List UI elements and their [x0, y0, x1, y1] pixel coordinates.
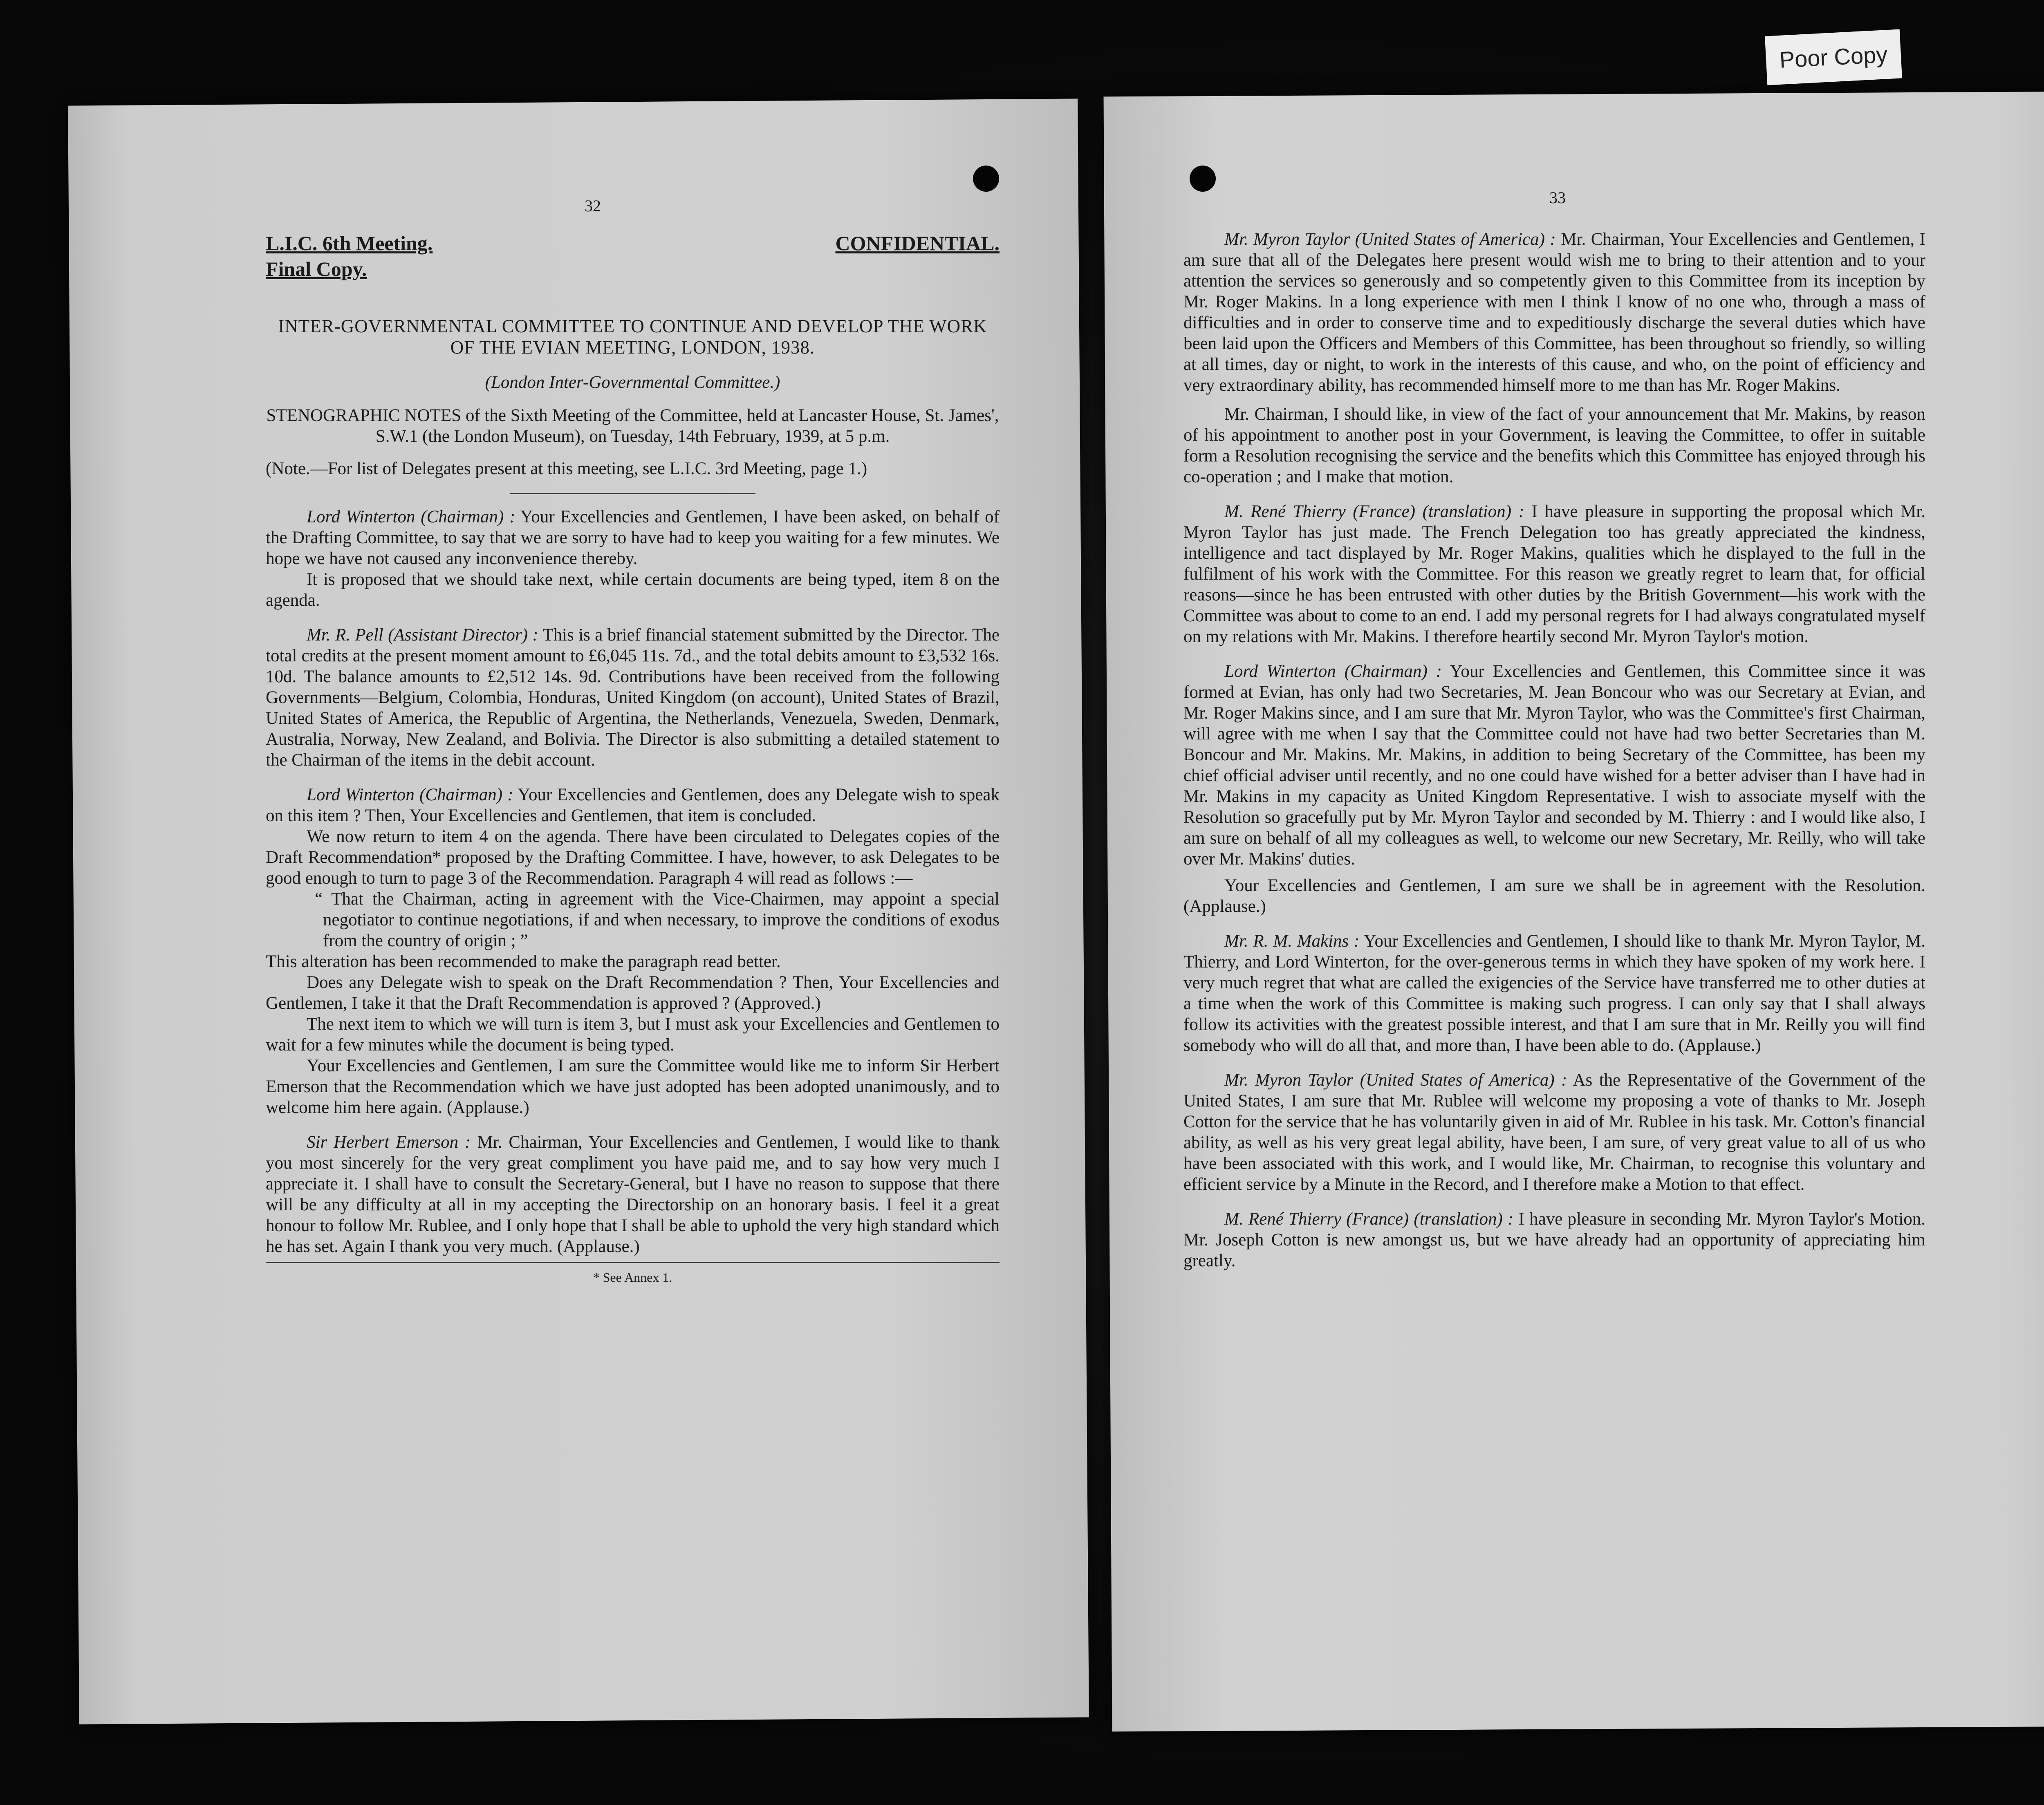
paragraph	[266, 506, 1000, 569]
speech-text: This is a brief financial statement submitted by the Director. The total credits at the present moment amount to £6,045 11s. 7d., and the total debits amount to £3,532 16s. 10d. The balance amounts to £2,512 14s. 9d. Contributions have been received from the following Governments—Belgium, Colombia, Honduras, United Kingdom (on account), United States of Brazil, United States of America, the Republic of Argentina, the Netherlands, Venezuela, Sweden, Denmark, Australia, Norway, New Zealand, and Bolivia. The Director is also submitting a detailed statement to the Chairman of the items in the debit account.	[266, 625, 1000, 770]
speech-text: Mr. Chairman, Your Excellencies and Gentlemen, I would like to thank you most sincerely for the very great compliment you have paid me, and to say how very much I appreciate it. I shall have to consult the Secretary-General, but I have no reason to suppose that there will be any difficulty at all in my accepting the Directorship on an honorary basis. I feel it a great honour to follow Mr. Rublee, and I only hope that I shall be able to uphold the very high standard which he has set. Again I thank you very much. (Applause.)	[266, 1133, 1000, 1256]
header-row	[266, 233, 1000, 254]
paragraph: Mr. Chairman, I should like, in view of the fact of your announcement that Mr. Makins, by reason of his appointment to another post in your Government, is leaving the Committee, to offer in suitable form a Resolution recognising the service and the benefits which this Committee has enjoyed through his co-operation ; and I make that motion.	[1183, 405, 1925, 486]
speaker-name: Mr. R. M. Makins :	[1224, 932, 1360, 951]
left-page-content	[266, 233, 1000, 1288]
speech-text: I have pleasure in supporting the proposal which Mr. Myron Taylor has just made. The French Delegation too has greatly appreciated the kindness, intelligence and tact displayed by Mr. Roger Makins, qualities which he displayed to the full in the fulfilment of his work with the Committee. For this reason we greatly regret to learn that, for official reasons—since he has been entrusted with other duties by the British Government—his work with the Committee was about to come to an end. I add my personal regrets for I had always congratulated myself on my relations with Mr. Makins. I therefore heartily second Mr. Myron Taylor's motion.	[1183, 502, 1925, 646]
punch-hole-left	[973, 166, 999, 192]
document-title: INTER-GOVERNMENTAL COMMITTEE TO CONTINUE AND DEVELOP THE WORK OF THE EVIAN MEETING, LONDON, 1938.	[278, 316, 987, 358]
delegates-note: (Note.—For list of Delegates present at this meeting, see L.I.C. 3rd Meeting, page 1.)	[266, 459, 867, 478]
speaker-name: Lord Winterton (Chairman) :	[1224, 662, 1442, 681]
paragraph	[1183, 1070, 1925, 1195]
footnote-rule	[266, 1262, 1000, 1263]
paragraph	[1183, 661, 1925, 869]
left-page-number: 32	[585, 197, 601, 215]
speaker-name: Mr. Myron Taylor (United States of America) :	[1224, 230, 1556, 249]
speech-text: Your Excellencies and Gentlemen, does any Delegate wish to speak on this item ? Then, Your Excellencies and Gentlemen, that item is concluded.	[266, 785, 1000, 825]
paragraph	[1183, 501, 1925, 647]
paragraph: Your Excellencies and Gentlemen, I am sure the Committee would like me to inform Sir Herbert Emerson that the Recommendation which we have just adopted has been adopted unanimously, and to welcome him here again. (Applause.)	[266, 1056, 1000, 1117]
paragraph	[266, 784, 1000, 826]
speaker-name: Lord Winterton (Chairman) :	[307, 507, 515, 526]
right-page-number: 33	[1549, 188, 1566, 207]
paragraph: We now return to item 4 on the agenda. There have been circulated to Delegates copies of the Draft Recommendation* proposed by the Drafting Committee. I have, however, to ask Delegates to be good enough to turn to page 3 of the Recommendation. Paragraph 4 will read as follows :—	[266, 827, 1000, 888]
speech-text: Mr. Chairman, Your Excellencies and Gentlemen, I am sure that all of the Delegates here present would wish me to bring to their attention and to your attention the services so generously and so competently given to this Committee from its inception by Mr. Roger Makins. In a long experience with men I think I know of no one who, through a mass of difficulties and in order to conserve time and to expeditiously discharge the several duties which have been laid upon the Officers and Members of this Committee, has been throughout so friendly, so willing at all times, day or night, to work in the interests of this cause, and who, on the point of efficiency and very extraordinary ability, has recommended himself more to me than has Mr. Roger Makins.	[1183, 230, 1926, 395]
poor-copy-tag: Poor Copy	[1765, 29, 1902, 85]
stenographic-notes: STENOGRAPHIC NOTES of the Sixth Meeting of the Committee, held at Lancaster House, St. James', S.W.1 (the London Museum), on Tuesday, 14th February, 1939, at 5 p.m.	[266, 406, 999, 446]
speech-text: I have pleasure in seconding Mr. Myron Taylor's Motion. Mr. Joseph Cotton is new amongst us, but we have already had an opportunity of appreciating him greatly.	[1183, 1209, 1926, 1270]
speaker-name: M. René Thierry (France) (translation) :	[1224, 502, 1524, 521]
paragraph	[1183, 931, 1925, 1056]
speaker-name: Lord Winterton (Chairman) :	[307, 785, 513, 804]
speech-text: Your Excellencies and Gentlemen, I have been asked, on behalf of the Drafting Committee, to say that we are sorry to have had to keep you waiting for a few minutes. We hope we have not caused any inconvenience thereby.	[266, 507, 1000, 568]
paragraph: This alteration has been recommended to make the paragraph read better.	[266, 952, 781, 971]
punch-hole-right	[1190, 166, 1216, 192]
meeting-label: L.I.C. 6th Meeting.	[266, 232, 433, 255]
paragraph: Your Excellencies and Gentlemen, I am sure we shall be in agreement with the Resolution. (Applause.)	[1183, 876, 1925, 916]
speaker-name: M. René Thierry (France) (translation) :	[1224, 1209, 1514, 1229]
divider-rule	[510, 493, 755, 494]
quoted-paragraph: “ That the Chairman, acting in agreement with the Vice-Chairmen, may appoint a special negotiator to continue negotiations, if and when necessary, to improve the conditions of exodus from the country of origin ; ”	[315, 889, 1000, 950]
paragraph	[1183, 1209, 1925, 1271]
speaker-name: Sir Herbert Emerson :	[307, 1133, 471, 1152]
footnote: * See Annex 1.	[593, 1270, 672, 1285]
speaker-name: Mr. R. Pell (Assistant Director) :	[307, 625, 538, 645]
paragraph: Does any Delegate wish to speak on the Draft Recommendation ? Then, Your Excellencies and Gentlemen, I take it that the Draft Recommendation is approved ? (Approved.)	[266, 973, 1000, 1013]
speech-text: As the Representative of the Government of the United States, I am sure that Mr. Rublee will welcome my proposing a vote of thanks to Mr. Joseph Cotton for the service that he has voluntarily given in aid of Mr. Rublee in his task. Mr. Cotton's financial ability, as well as his very great legal ability, have been, I am sure, of very great value to all of us who have been associated with this work, and I would like, Mr. Chairman, to recognise this voluntary and efficient service by a Minute in the Record, and I therefore make a Motion to that effect.	[1183, 1070, 1925, 1194]
paragraph: It is proposed that we should take next, while certain documents are being typed, item 8 on the agenda.	[266, 570, 1000, 610]
speech-text: Your Excellencies and Gentlemen, this Committee since it was formed at Evian, has only had two Secretaries, M. Jean Boncour who was our Secretary at Evian, and Mr. Roger Makins since, and I am sure that Mr. Myron Taylor, who was the Committee's first Chairman, will agree with me when I say that the Committee could not have had two better Secretaries than M. Boncour and Mr. Makins. Mr. Makins, in addition to being Secretary of the Committee, has been my chief official adviser until recently, and no one could have wished for a better adviser than I have had in Mr. Makins in my capacity as United Kingdom Representative. I wish to associate myself with the Resolution so gracefully put by Mr. Myron Taylor and seconded by M. Thierry : and I would like also, I am sure on behalf of all my colleagues as well, to welcome our new Secretary, Mr. Reilly, who will take over Mr. Makins' duties.	[1183, 662, 1925, 869]
paragraph: The next item to which we will turn is item 3, but I must ask your Excellencies and Gentlemen to wait for a few minutes while the document is being typed.	[266, 1014, 1000, 1055]
confidential-label: CONFIDENTIAL.	[835, 232, 1000, 255]
paragraph	[266, 625, 1000, 770]
paragraph	[266, 1132, 1000, 1257]
speech-text: Your Excellencies and Gentlemen, I should like to thank Mr. Myron Taylor, M. Thierry, and Lord Winterton, for the over-generous terms in which they have spoken of my work here. I very much regret that what are called the exigencies of the Service have transferred me to other duties at a time when the work of this Committee is making such progress. I can only say that I shall always follow its activities with the greatest possible interest, and that I am sure that in Mr. Reilly you will find somebody who will do all that, and more than, I have been able to do. (Applause.)	[1183, 932, 1926, 1055]
document-subtitle: (London Inter-Governmental Committee.)	[485, 373, 780, 392]
final-copy-label: Final Copy.	[266, 258, 367, 280]
right-page-content	[1183, 229, 1925, 1271]
paragraph	[1183, 229, 1925, 396]
speaker-name: Mr. Myron Taylor (United States of America) :	[1224, 1070, 1567, 1090]
